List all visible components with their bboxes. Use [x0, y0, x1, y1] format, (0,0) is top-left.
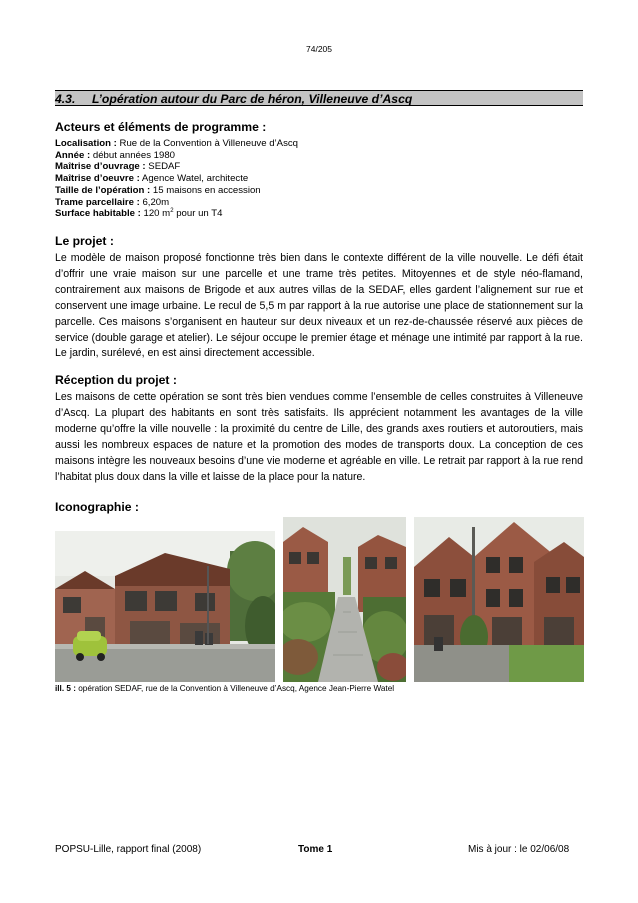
- detail-value: 120 m: [140, 208, 171, 220]
- detail-value: début années 1980: [90, 149, 176, 161]
- detail-value: Rue de la Convention à Villeneuve d’Ascq: [116, 138, 299, 149]
- section-heading: [55, 90, 583, 106]
- footer-right: Mis à jour : le 02/06/08: [468, 844, 570, 855]
- reception-paragraph: Les maisons de cette opération se sont très bien vendues comme l’ensemble de celles construites à Villeneuve d’Ascq. La plupart des habitants en sont très satisfaits. Ils apprécient notamment les avantages de la ville moderne qu’offre la ville nouvelle : la proximité du centre de Lille, des grands axes routiers et autoroutiers, mais aussi les nombreux espaces de nature et la promotion des modes de transports doux. La conception de ces maisons intègre les nouveaux besoins d’une vie moderne et agréable en ville. Le retrait par rapport à la rue rend l’habitat plus doux dans la ville et laisse de la place pour la nature.: [55, 391, 583, 483]
- actors-heading: Acteurs et éléments de programme :: [55, 120, 267, 134]
- programme-details: [55, 138, 298, 220]
- detail-value: SEDAF: [145, 161, 181, 173]
- caption-text: opération SEDAF, rue de la Convention à Villeneuve d’Ascq, Agence Jean-Pierre Watel: [75, 684, 395, 693]
- detail-value: 6,20m: [139, 196, 170, 208]
- detail-annee: [55, 150, 298, 162]
- detail-trame: [55, 197, 298, 209]
- detail-taille: [55, 185, 298, 197]
- photo-brick-houses: [414, 517, 584, 682]
- detail-surface: [55, 208, 298, 220]
- superscript: 2: [170, 208, 174, 215]
- iconographie-heading: Iconographie :: [55, 500, 139, 514]
- detail-maitrise-ouvrage: [55, 161, 298, 173]
- detail-value-suffix: pour un T4: [173, 208, 223, 220]
- detail-label: Année :: [55, 149, 91, 161]
- street-houses-illustration: [55, 531, 275, 682]
- detail-value: Agence Watel, architecte: [139, 173, 249, 185]
- detail-label: Maîtrise d’ouvrage :: [55, 161, 146, 173]
- photo-pedestrian-path: [283, 517, 406, 682]
- caption-label: ill. 5 :: [55, 684, 76, 693]
- pedestrian-path-illustration: [283, 517, 406, 682]
- section-number: 4.3.: [55, 92, 76, 106]
- detail-localisation: [55, 138, 298, 150]
- detail-label: Surface habitable :: [55, 208, 141, 220]
- reception-heading: Réception du projet :: [55, 373, 177, 387]
- illustration-caption: [55, 684, 394, 693]
- detail-label: Localisation :: [55, 138, 117, 149]
- brick-houses-illustration: [414, 517, 584, 682]
- footer-left: POPSU-Lille, rapport final (2008): [55, 844, 202, 855]
- detail-label: Trame parcellaire :: [55, 196, 140, 208]
- section-title: L’opération autour du Parc de héron, Villeneuve d’Ascq: [92, 92, 413, 106]
- photo-street-houses: [55, 531, 275, 682]
- footer-center: Tome 1: [298, 844, 333, 855]
- detail-value: 15 maisons en accession: [150, 184, 261, 196]
- projet-heading: Le projet :: [55, 234, 114, 248]
- detail-label: Taille de l’opération :: [55, 184, 151, 196]
- detail-label: Maîtrise d’oeuvre :: [55, 173, 140, 185]
- detail-maitrise-oeuvre: [55, 173, 298, 185]
- page-number: 74/205: [306, 44, 332, 54]
- projet-paragraph: Le modèle de maison proposé fonctionne très bien dans le contexte différent de la ville nouvelle. Le défi était d’offrir une vraie maison sur une parcelle et une trame très petites. Mitoyennes et de style néo-flamand, contrairement aux maisons de Brigode et aux autres villas de la SEDAF, elles gardent l’alignement sur rue et conservent une image urbaine. Le recul de 5,5 m par rapport à la rue autorise une place de stationnement sur la parcelle. Ces maisons s’organisent en hauteur sur deux niveaux et un rez-de-chaussée réservé aux pièces de service (double garage et atelier). Le séjour occupe le premier étage et ménage une intimité par rapport à la rue. Le jardin, surélevé, en est ainsi directement accessible.: [55, 252, 583, 360]
